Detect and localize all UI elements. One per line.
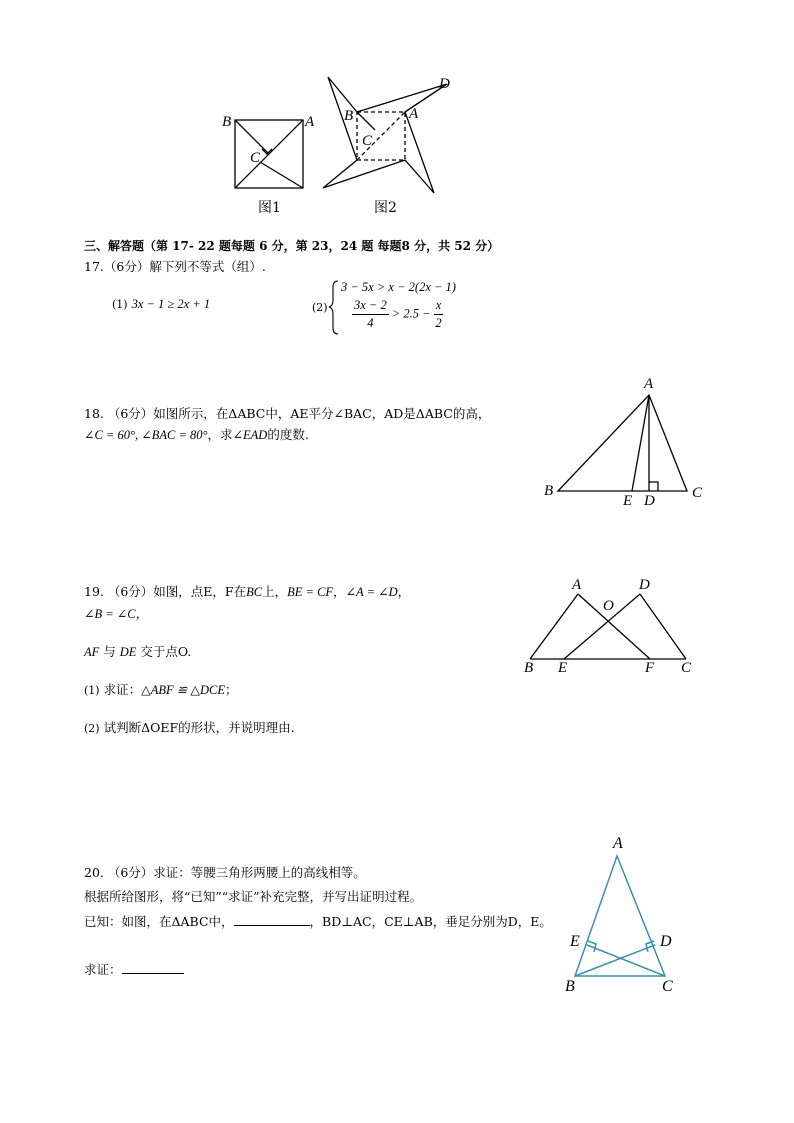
fig1-caption: 图1 <box>258 200 281 216</box>
q20-given-suffix: ，BD⊥AC，CE⊥AB，垂足分别为D，E。 <box>309 914 552 929</box>
fig2-label-a: A <box>409 106 419 122</box>
q20-label-a: A <box>613 835 623 852</box>
q20-altitude-bd <box>575 945 655 976</box>
q17-part2-middle: > 2.5 − <box>391 306 431 321</box>
q17-part2-line1: 3 − 5x > x − 2(2x − 1) <box>341 280 456 294</box>
q18-line1: 18. （6分）如图所示，在ΔABC中，AE平分∠BAC，AD是ΔABC的高， <box>84 406 491 421</box>
q18-target-angle: ∠EAD <box>232 428 268 442</box>
fig2-label-d: D <box>439 76 450 92</box>
q19-segment-af: AF <box>84 645 100 659</box>
q18-label-b: B <box>544 483 554 499</box>
q19-part1-congruence: △ABF ≌ △DCE <box>141 683 225 697</box>
q19-line3-with: 与 <box>99 644 120 659</box>
q17-fraction-2-denominator: 2 <box>435 316 442 330</box>
q18-label-d: D <box>644 493 655 509</box>
q20-label-c: C <box>662 978 673 995</box>
q18-label-e: E <box>623 493 633 509</box>
q20-line2: 根据所给图形，将“已知”“求证”补充完整，并写出证明过程。 <box>84 889 423 904</box>
q20-label-b: B <box>565 978 575 995</box>
q17-title: 17.（6分）解下列不等式（组）. <box>84 259 266 274</box>
q19-label-b: B <box>524 660 534 676</box>
q17-part1-expression: 3x − 1 ≥ 2x + 1 <box>131 297 211 311</box>
q20-altitude-ce <box>587 945 665 976</box>
q19-label-a: A <box>572 577 582 593</box>
q19-line2: ∠B = ∠C， <box>84 607 149 621</box>
q18-separator: ，求 <box>207 427 233 442</box>
q19-segment-bc: BC <box>246 585 263 599</box>
fig2-caption: 图2 <box>374 200 397 216</box>
q19-part1-number: (1) <box>84 684 100 697</box>
q20-line1: 20. （6分）求证：等腰三角形两腰上的高线相等。 <box>84 865 366 880</box>
q19-line1-mid: 上， <box>262 584 288 599</box>
q19-line1-comma: ， <box>333 584 346 599</box>
q17-fraction-1-numerator: 3x − 2 <box>352 297 389 315</box>
q20-prove-label: 求证： <box>84 962 122 977</box>
fig2-label-c: C <box>362 133 373 149</box>
q19-segment-de: DE <box>119 645 137 659</box>
q19-line3-end: 交于点O. <box>136 644 192 659</box>
q19-part2-number: (2) <box>84 722 100 735</box>
q17-fraction-1-denominator: 4 <box>367 316 374 330</box>
fig1-label-c: C <box>250 150 261 166</box>
q19-condition-be-cf: BE = CF <box>287 585 334 599</box>
fig1-label-b: B <box>222 114 232 130</box>
q18-label-c: C <box>692 485 703 501</box>
q18-given-angles: ∠C = 60°, ∠BAC = 80° <box>84 428 208 442</box>
q19-line1-prefix: 19. （6分）如图，点E，F在 <box>84 584 247 599</box>
q19-part1-text: 求证： <box>103 682 142 697</box>
q19-label-f: F <box>645 660 655 676</box>
q18-label-a: A <box>644 376 654 392</box>
q17-part2-number: (2) <box>312 301 328 314</box>
q17-part1-number: (1) <box>112 298 128 311</box>
q19-label-d: D <box>639 577 650 593</box>
q19-part2-text: 试判断ΔOEF的形状，并说明理由. <box>103 720 295 735</box>
q20-label-e: E <box>570 933 580 950</box>
q19-line1-end: ， <box>397 584 411 599</box>
section-3-heading: 三、解答题（第 17- 22 题每题 6 分，第 23，24 题 每题8 分，共 52 分） <box>84 239 500 253</box>
q19-condition-angles: ∠A = ∠D <box>345 585 398 599</box>
q19-label-c: C <box>681 660 692 676</box>
fig2-label-b: B <box>344 108 354 124</box>
q20-label-d: D <box>660 933 672 950</box>
fig1-label-a: A <box>305 114 315 130</box>
q19-label-e: E <box>558 660 568 676</box>
q17-fraction-2-numerator: x <box>434 297 444 315</box>
q20-given-prefix: 已知：如图，在ΔABC中， <box>84 914 234 929</box>
q19-part1-end: ； <box>224 682 238 697</box>
q18-ending: 的度数. <box>267 427 309 442</box>
q19-label-o: O <box>603 598 614 614</box>
